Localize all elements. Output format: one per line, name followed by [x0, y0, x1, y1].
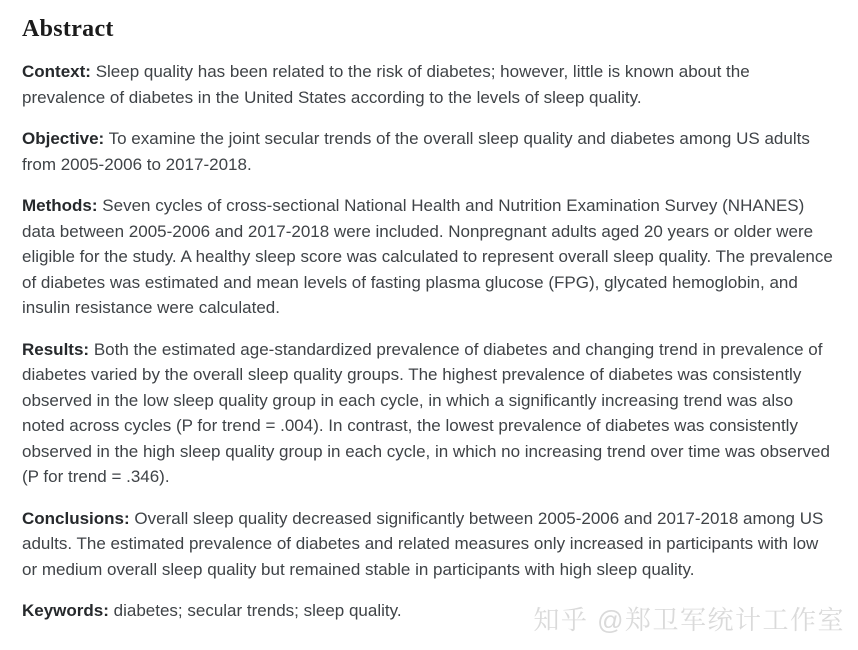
context-text: Sleep quality has been related to the risk of diabetes; however, little is known about the prevalence of diabetes in the United States according to the levels of sleep quality. — [22, 62, 750, 107]
methods-text: Seven cycles of cross-sectional National Health and Nutrition Examination Survey (NHANES) data between 2005-2006 and 2017-2018 were included. Nonpregnant adults aged 20 years or older were eligible for the study. A healthy sleep score was calculated to represent overall sleep quality. The prevalence of diabetes was estimated and mean levels of fasting plasma glucose (FPG), glycated hemoglobin, and insulin resistance were calculated. — [22, 196, 833, 317]
objective-paragraph — [22, 126, 836, 177]
objective-text: To examine the joint secular trends of the overall sleep quality and diabetes among US adults from 2005-2006 to 2017-2018. — [22, 129, 810, 174]
conclusions-paragraph — [22, 506, 836, 583]
objective-label: Objective: — [22, 129, 105, 148]
zhihu-watermark: 知乎 @郑卫军统计工作室 — [533, 605, 845, 635]
methods-label: Methods: — [22, 196, 98, 215]
conclusions-text: Overall sleep quality decreased significantly between 2005-2006 and 2017-2018 among US adults. The estimated prevalence of diabetes and related measures only increased in participants with low or medium overall sleep quality but remained stable in participants with high sleep quality. — [22, 508, 824, 579]
keywords-label: Keywords: — [22, 601, 109, 620]
methods-paragraph — [22, 193, 836, 321]
context-label: Context: — [22, 62, 91, 81]
results-paragraph — [22, 337, 836, 490]
conclusions-label: Conclusions: — [22, 508, 130, 528]
results-label: Results: — [22, 339, 90, 359]
keywords-text: diabetes; secular trends; sleep quality. — [113, 601, 402, 620]
context-paragraph — [22, 59, 836, 110]
page-title: Abstract — [22, 16, 114, 42]
results-text: Both the estimated age-standardized prevalence of diabetes and changing trend in prevalence of diabetes varied by the overall sleep quality groups. The highest prevalence of diabetes was consistently observed in the low sleep quality group in each cycle, in which a significantly increasing trend was also noted across cycles (P for trend = .004). In contrast, the lowest prevalence of diabetes was consistently observed in the high sleep quality group in each cycle, in which no increasing trend over time was observed (P for trend = .346). — [22, 339, 830, 486]
